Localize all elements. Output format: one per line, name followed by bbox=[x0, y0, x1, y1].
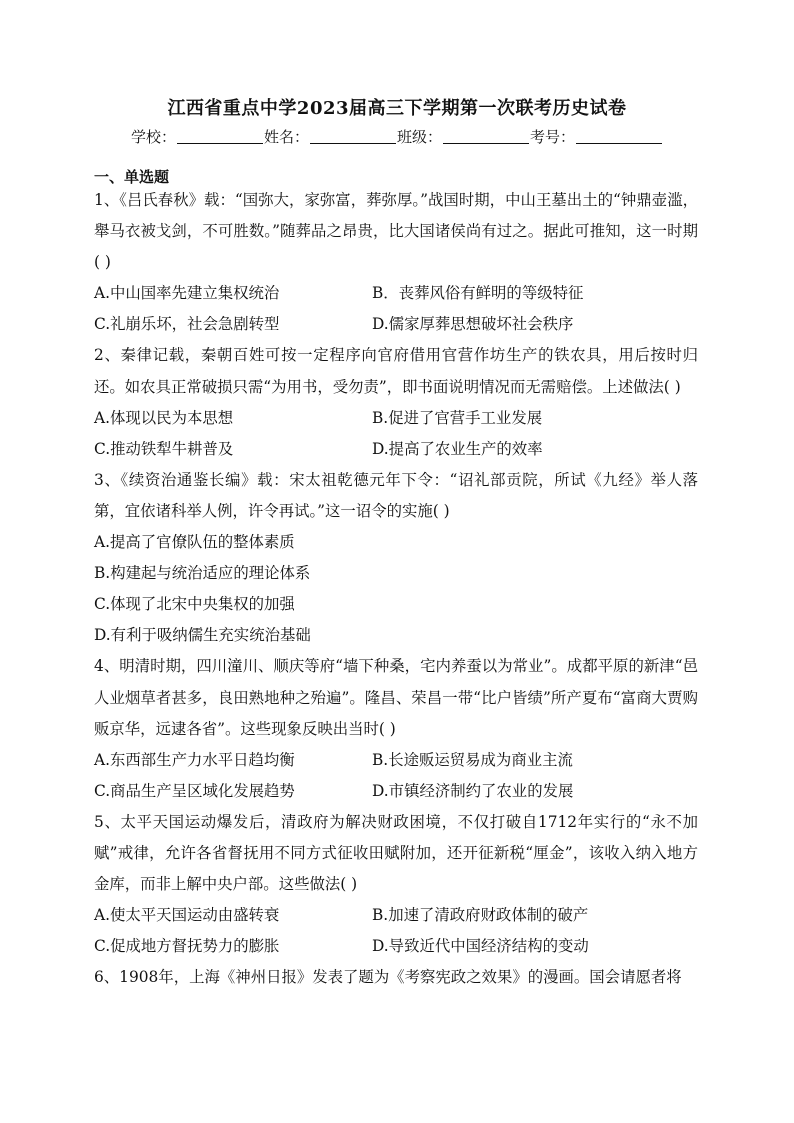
option-c: C.商品生产呈区域化发展趋势 bbox=[94, 781, 295, 800]
option-a: A.提高了官僚队伍的整体素质 bbox=[94, 533, 295, 552]
option-row bbox=[94, 900, 698, 931]
option-c: C.礼崩乐坏，社会急剧转型 bbox=[94, 315, 280, 334]
question-stem: 6、1908年，上海《神州日报》发表了题为《考察宪政之效果》的漫画。国会请愿者将 bbox=[94, 968, 682, 987]
option-row bbox=[94, 776, 698, 807]
question-stem: 1、《吕氏春秋》载：“国弥大，家弥富，葬弥厚。”战国时期，中山王墓出土的“钟鼎壶滥，舉马衣被戈剑，不可胜数。”随葬品之昂贵，比大国诸侯尚有过之。据此可推知，这一时期( ) bbox=[94, 191, 698, 272]
school-label: 学校： bbox=[130, 128, 176, 146]
option-d: D.有利于吸纳儒生充实统治基础 bbox=[94, 626, 311, 645]
school-blank bbox=[177, 143, 263, 144]
option-row bbox=[94, 403, 698, 434]
name-label: 姓名： bbox=[263, 128, 309, 146]
option-row bbox=[94, 309, 698, 340]
option-b: B.长途贩运贸易成为商业主流 bbox=[372, 750, 573, 769]
option-c: C.推动铁犁牛耕普及 bbox=[94, 439, 234, 458]
question-5 bbox=[94, 807, 698, 962]
question-stem: 2、秦律记载，秦朝百姓可按一定程序向官府借用官营作坊生产的铁农具，用后按时归还。如农具正常破损只需“为用书，受勿责”，即书面说明情况而无需赔偿。上述做法( ) bbox=[94, 346, 698, 396]
question-stem: 4、明清时期，四川潼川、顺庆等府“墙下种桑，宅内养蚕以为常业”。成都平原的新津“邑人业烟草者甚多，良田熟地种之殆遍”。隆昌、荣昌一带“比户皆绩”所产夏布“富商大贾购贩京华，远逮各省”。这些现象反映出当时( ) bbox=[94, 657, 698, 738]
option-d: D.提高了农业生产的效率 bbox=[372, 439, 543, 458]
option-a: A.使太平天国运动由盛转衰 bbox=[94, 906, 280, 925]
question-stem: 3、《续资治通鉴长编》载：宋太祖乾德元年下令：“诏礼部贡院，所试《九经》举人落第，宜依诸科举人例，许令再试。”这一诏令的实施( ) bbox=[94, 470, 698, 520]
option-a: A.中山国率先建立集权统治 bbox=[94, 284, 280, 303]
option-b: B．丧葬风俗有鲜明的等级特征 bbox=[372, 284, 584, 303]
option-d: D.导致近代中国经济结构的变动 bbox=[372, 937, 589, 956]
option-a: A.东西部生产力水平日趋均衡 bbox=[94, 750, 295, 769]
question-3 bbox=[94, 465, 698, 652]
option-c: C.体现了北宋中央集权的加强 bbox=[94, 595, 295, 614]
question-list bbox=[94, 185, 698, 993]
exam-no-label: 考号： bbox=[530, 128, 576, 146]
option-row bbox=[94, 434, 698, 465]
option-row bbox=[94, 745, 698, 776]
question-2 bbox=[94, 340, 698, 464]
question-1 bbox=[94, 185, 698, 340]
exam-title: 江西省重点中学2023届高三下学期第一次联考历史试卷 bbox=[167, 98, 627, 119]
name-blank bbox=[310, 143, 396, 144]
question-stem: 5、太平天国运动爆发后，清政府为解决财政困境，不仅打破自1712年实行的“永不加赋”戒律，允许各省督抚用不同方式征收田赋附加，还开征新税“厘金”，该收入纳入地方金库，而非上解中央户部。这些做法( ) bbox=[94, 812, 698, 894]
exam-no-blank bbox=[576, 143, 662, 144]
option-c: C.促成地方督抚势力的膨胀 bbox=[94, 937, 280, 956]
option-d: D.儒家厚葬思想破坏社会秩序 bbox=[372, 315, 574, 334]
class-label: 班级： bbox=[397, 128, 443, 146]
question-6 bbox=[94, 962, 698, 993]
option-a: A.体现以民为本思想 bbox=[94, 408, 234, 427]
class-blank bbox=[443, 143, 529, 144]
option-b: B.构建起与统治适应的理论体系 bbox=[94, 564, 311, 583]
option-row bbox=[94, 931, 698, 962]
option-row bbox=[94, 278, 698, 309]
section-heading: 一、单选题 bbox=[94, 168, 170, 186]
question-4 bbox=[94, 651, 698, 806]
option-b: B.加速了清政府财政体制的破产 bbox=[372, 906, 589, 925]
option-b: B.促进了官营手工业发展 bbox=[372, 408, 543, 427]
student-info-line bbox=[0, 126, 794, 147]
option-d: D.市镇经济制约了农业的发展 bbox=[372, 781, 574, 800]
